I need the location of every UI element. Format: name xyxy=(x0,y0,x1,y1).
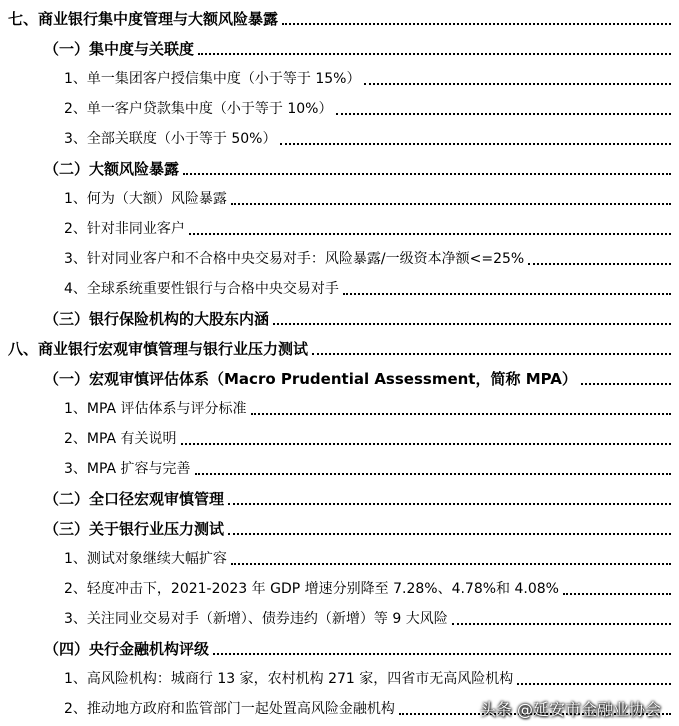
dot-leader xyxy=(452,623,671,625)
dot-leader xyxy=(198,53,671,55)
toc-entry-text: 1、MPA 评估体系与评分标准 xyxy=(64,401,247,417)
toc-section xyxy=(0,513,679,543)
toc-entry-text: 1、测试对象继续大幅扩容 xyxy=(64,551,227,567)
toc-entry-text: （三）关于银行业压力测试 xyxy=(44,519,225,538)
dot-leader xyxy=(273,323,671,325)
toc-chapter xyxy=(0,333,679,363)
dot-leader xyxy=(280,143,671,145)
toc-entry-text: （一）宏观审慎评估体系（Macro Prudential Assessment，简称 MPA） xyxy=(44,369,577,388)
dot-leader xyxy=(563,593,671,595)
toc-item xyxy=(0,273,679,303)
toc-entry-text: 3、全部关联度（小于等于 50%） xyxy=(64,131,277,147)
dot-leader xyxy=(312,353,671,355)
toc-item xyxy=(0,663,679,693)
toc-item xyxy=(0,393,679,423)
dot-leader xyxy=(343,293,671,295)
toc-entry-text: 1、何为（大额）风险暴露 xyxy=(64,191,227,207)
toc-item xyxy=(0,573,679,603)
watermark-text: 头条 @延安市金融业协会 xyxy=(479,700,661,719)
toc-entry-text: （一）集中度与关联度 xyxy=(44,39,195,58)
toc-section xyxy=(0,633,679,663)
dot-leader xyxy=(195,473,671,475)
dot-leader xyxy=(231,203,671,205)
toc-entry-text: 2、单一客户贷款集中度（小于等于 10%） xyxy=(64,101,333,117)
watermark xyxy=(480,697,661,720)
toc-entry-text: （四）央行金融机构评级 xyxy=(44,639,210,658)
dot-leader xyxy=(364,83,671,85)
toc-item xyxy=(0,123,679,153)
toc-section xyxy=(0,303,679,333)
toc-entry-text: 4、全球系统重要性银行与合格中央交易对手 xyxy=(64,281,339,297)
toc-item xyxy=(0,243,679,273)
dot-leader xyxy=(228,533,671,535)
toc-item xyxy=(0,603,679,633)
toc-entry-text: 2、MPA 有关说明 xyxy=(64,431,177,447)
toc-section xyxy=(0,153,679,183)
dot-leader xyxy=(231,563,671,565)
toc-chapter xyxy=(0,3,679,33)
dot-leader xyxy=(228,503,671,505)
dot-leader xyxy=(251,413,671,415)
dot-leader xyxy=(336,113,671,115)
toc-entry-text: 2、推动地方政府和监管部门一起处置高风险金融机构 xyxy=(64,701,395,717)
toc-entry-text: 七、商业银行集中度管理与大额风险暴露 xyxy=(8,9,279,28)
dot-leader xyxy=(181,443,671,445)
toc-entry-text: （三）银行保险机构的大股东内涵 xyxy=(44,309,270,328)
toc-entry-text: 2、轻度冲击下，2021-2023 年 GDP 增速分别降至 7.28%、4.78%和 4.08% xyxy=(64,581,559,597)
toc-section xyxy=(0,483,679,513)
toc-entry-text: 3、针对同业客户和不合格中央交易对手：风险暴露/一级资本净额<=25% xyxy=(64,251,525,267)
toc-entry-text: 3、MPA 扩容与完善 xyxy=(64,461,191,477)
toc-item xyxy=(0,183,679,213)
toc-item xyxy=(0,423,679,453)
toc-section xyxy=(0,363,679,393)
toc-entry-text: 八、商业银行宏观审慎管理与银行业压力测试 xyxy=(8,339,309,358)
toc-entry-text: （二）全口径宏观审慎管理 xyxy=(44,489,225,508)
toc-section xyxy=(0,33,679,63)
toc-entry-text: 1、高风险机构：城商行 13 家，农村机构 271 家，四省市无高风险机构 xyxy=(64,671,514,687)
toc-entry-text: （二）大额风险暴露 xyxy=(44,159,180,178)
dot-leader xyxy=(528,263,671,265)
dot-leader xyxy=(183,173,671,175)
dot-leader xyxy=(581,383,671,385)
dot-leader xyxy=(517,683,671,685)
toc-entry-text: 3、关注同业交易对手（新增）、债券违约（新增）等 9 大风险 xyxy=(64,611,448,627)
toc-item xyxy=(0,213,679,243)
dot-leader xyxy=(282,23,671,25)
toc-item xyxy=(0,93,679,123)
dot-leader xyxy=(213,653,671,655)
toc-item xyxy=(0,543,679,573)
dot-leader xyxy=(189,233,671,235)
toc-item xyxy=(0,63,679,93)
toc-item xyxy=(0,453,679,483)
toc-entry-text: 1、单一集团客户授信集中度（小于等于 15%） xyxy=(64,71,361,87)
toc-entry-text: 2、针对非同业客户 xyxy=(64,221,185,237)
